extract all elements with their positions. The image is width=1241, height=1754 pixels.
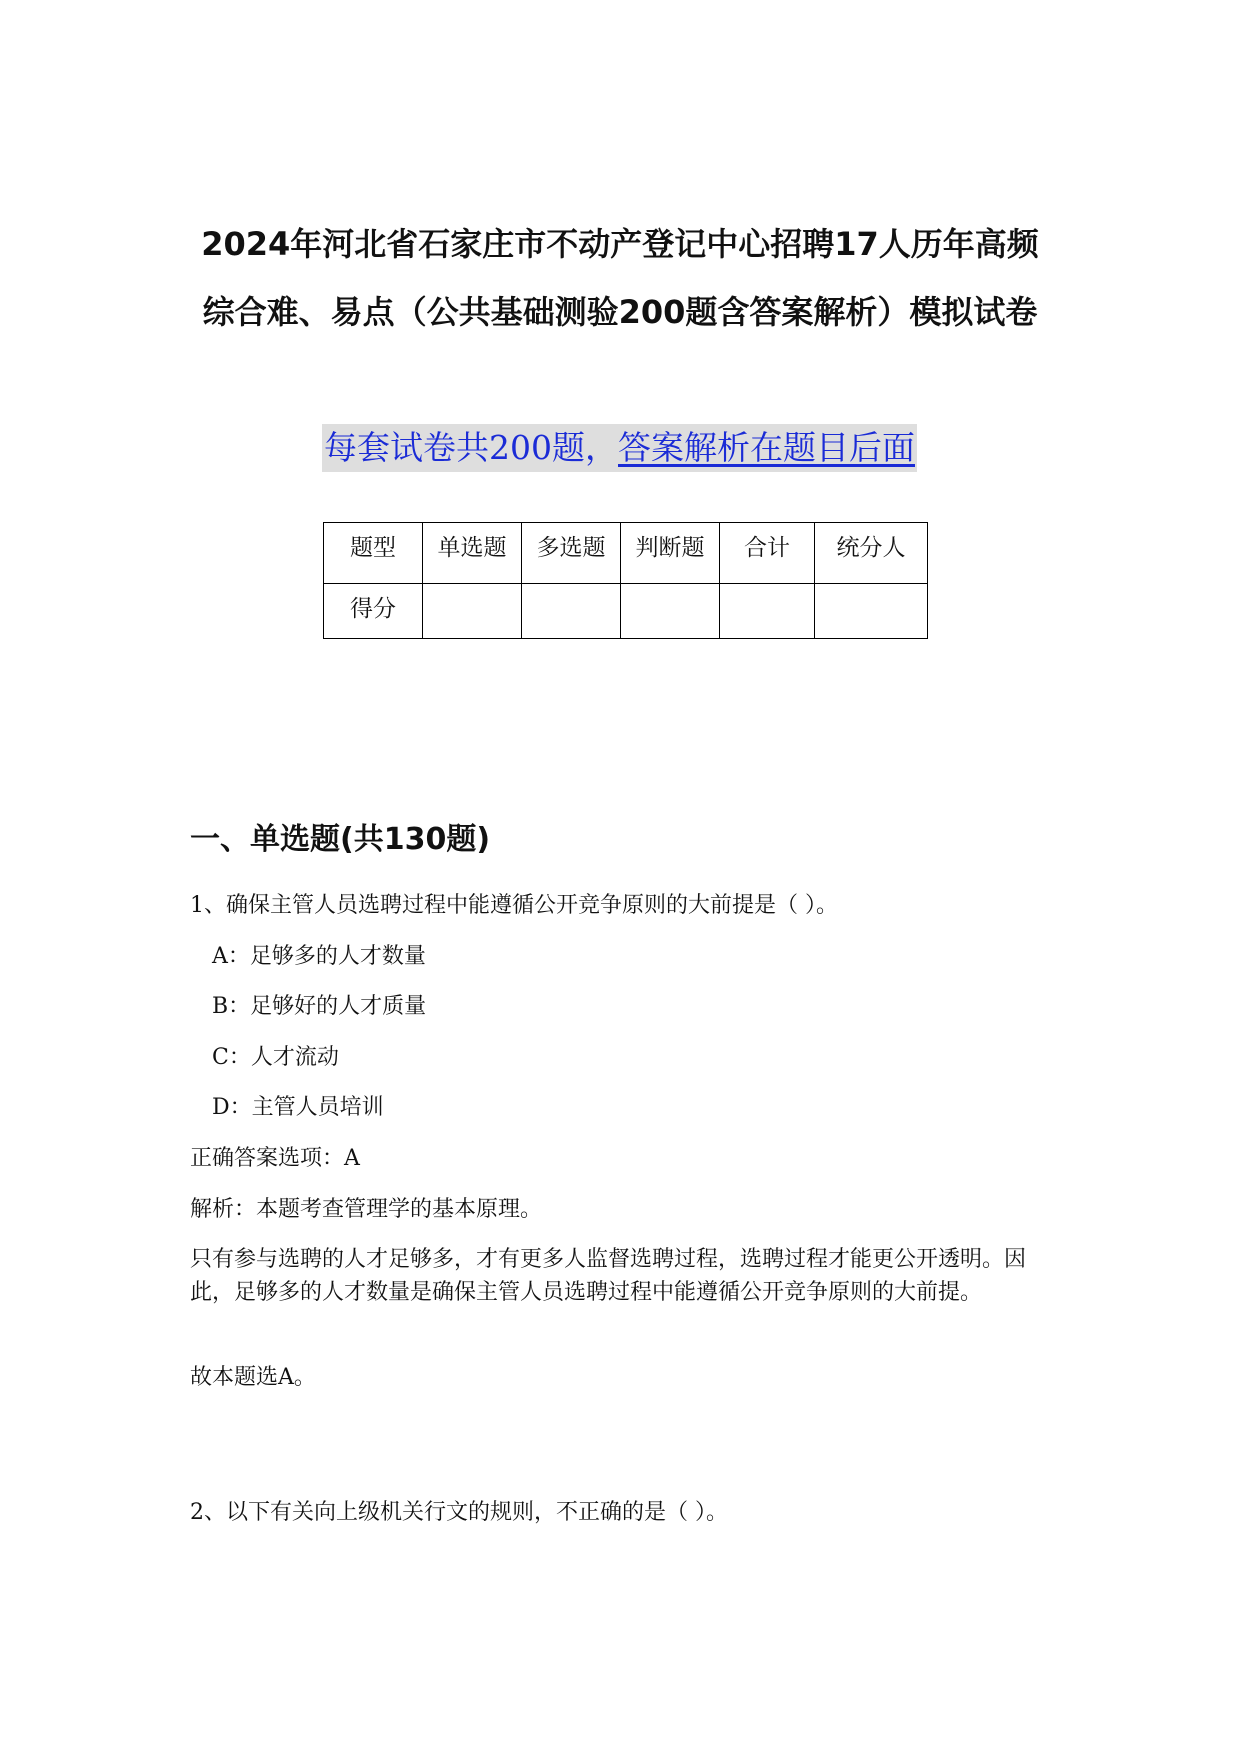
score-row-label: 得分	[324, 584, 423, 639]
section-heading: 一、单选题(共130题)	[190, 822, 491, 857]
notice-banner	[322, 424, 917, 472]
header-scorer: 统分人	[815, 523, 928, 584]
question-1-conclusion: 故本题选A。	[190, 1365, 316, 1390]
question-1-analysis: 解析：本题考查管理学的基本原理。	[190, 1197, 543, 1222]
score-cell-scorer[interactable]	[815, 584, 928, 639]
header-true-false: 判断题	[621, 523, 720, 584]
header-question-type: 题型	[324, 523, 423, 584]
question-1-option-b: B：足够好的人才质量	[212, 994, 427, 1019]
question-1-option-a: A：足够多的人才数量	[212, 944, 426, 969]
score-table-score-row	[324, 584, 928, 639]
question-1-option-d: D：主管人员培训	[212, 1095, 384, 1120]
score-cell-multiple-choice[interactable]	[522, 584, 621, 639]
question-1-stem: 1、确保主管人员选聘过程中能遵循公开竞争原则的大前提是（ ）。	[190, 893, 838, 918]
score-table-header-row	[324, 523, 928, 584]
score-cell-single-choice[interactable]	[423, 584, 522, 639]
title-line-1: 2024年河北省石家庄市不动产登记中心招聘17人历年高频	[201, 225, 1039, 263]
question-2-stem: 2、以下有关向上级机关行文的规则，不正确的是（ ）。	[190, 1500, 728, 1525]
title-line-2: 综合难、易点（公共基础测验200题含答案解析）模拟试卷	[202, 293, 1038, 331]
question-1-answer: 正确答案选项：A	[190, 1146, 360, 1171]
question-1-explanation: 只有参与选聘的人才足够多，才有更多人监督选聘过程，选聘过程才能更公开透明。因此，足够多的人才数量是确保主管人员选聘过程中能遵循公开竞争原则的大前提。	[190, 1247, 1027, 1305]
header-total: 合计	[720, 523, 815, 584]
answer-location-link[interactable]: 答案解析在题目后面	[618, 428, 915, 467]
page-title	[150, 210, 1090, 346]
score-table	[323, 522, 928, 639]
question-1-option-c: C：人才流动	[212, 1045, 339, 1070]
banner-prefix: 每套试卷共200题，	[324, 428, 618, 467]
header-multiple-choice: 多选题	[522, 523, 621, 584]
score-cell-true-false[interactable]	[621, 584, 720, 639]
score-cell-total[interactable]	[720, 584, 815, 639]
header-single-choice: 单选题	[423, 523, 522, 584]
